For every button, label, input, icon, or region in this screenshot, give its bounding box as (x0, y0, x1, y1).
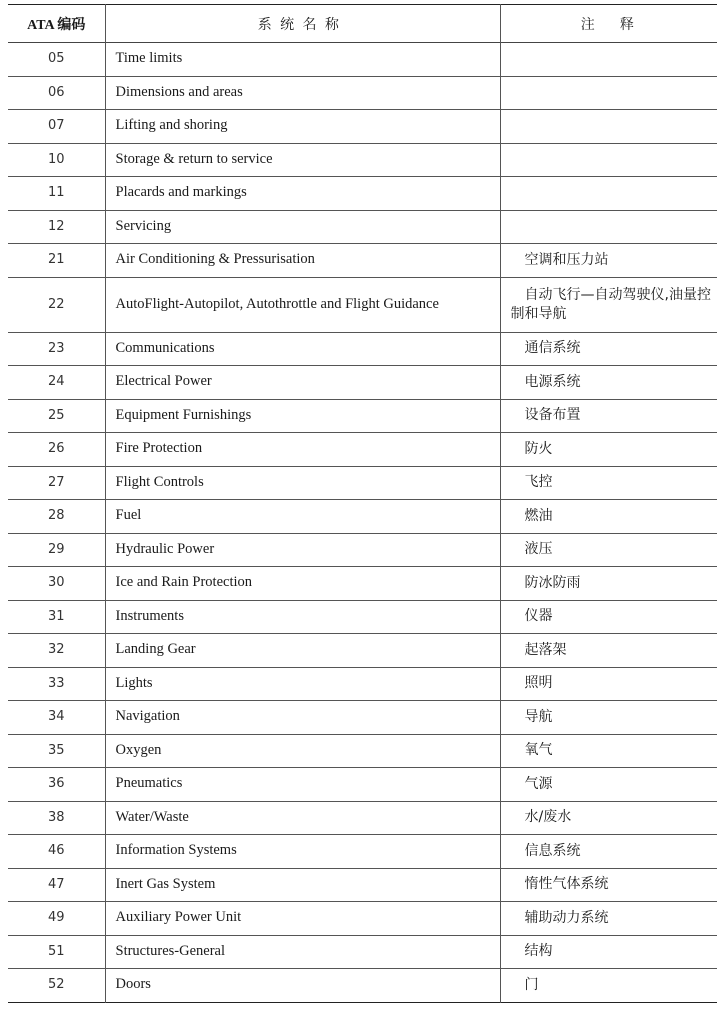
table-row (8, 366, 717, 400)
table-row (8, 768, 717, 802)
ata-code-cell: 27 (47, 474, 65, 490)
table-row (8, 332, 717, 366)
note-cell (500, 43, 717, 77)
system-name-cell: Lifting and shoring (105, 110, 500, 144)
system-name-cell: Pneumatics (105, 768, 500, 802)
note-cell: 水/废水 (500, 801, 717, 835)
ata-code-cell: 29 (47, 541, 65, 557)
table-row (8, 399, 717, 433)
ata-code-cell: 34 (47, 709, 65, 725)
system-name-cell: Landing Gear (105, 634, 500, 668)
note-cell: 辅助动力系统 (500, 902, 717, 936)
system-name-cell: Navigation (105, 701, 500, 735)
ata-code-cell: 52 (47, 977, 65, 993)
ata-code-cell: 47 (47, 876, 65, 892)
ata-chapter-table (8, 4, 717, 1003)
note-cell (500, 110, 717, 144)
system-name-cell: Storage & return to service (105, 143, 500, 177)
table-row (8, 567, 717, 601)
table-row (8, 701, 717, 735)
note-cell: 液压 (500, 533, 717, 567)
note-cell: 结构 (500, 935, 717, 969)
system-name-cell: Electrical Power (105, 366, 500, 400)
header-ata-code: ATA 编码 (27, 17, 86, 33)
table-row (8, 177, 717, 211)
table-row (8, 433, 717, 467)
table-row (8, 277, 717, 332)
system-name-cell: Flight Controls (105, 466, 500, 500)
ata-code-cell: 10 (47, 151, 65, 167)
note-cell (500, 143, 717, 177)
note-cell: 电源系统 (500, 366, 717, 400)
table-row (8, 244, 717, 278)
system-name-cell: Time limits (105, 43, 500, 77)
note-cell: 信息系统 (500, 835, 717, 869)
note-cell: 照明 (500, 667, 717, 701)
table-header (8, 5, 717, 43)
table-row (8, 801, 717, 835)
system-name-cell: Ice and Rain Protection (105, 567, 500, 601)
ata-code-cell: 51 (47, 943, 65, 959)
system-name-cell: Inert Gas System (105, 868, 500, 902)
system-name-cell: Communications (105, 332, 500, 366)
system-name-cell: Information Systems (105, 835, 500, 869)
note-cell: 自动飞行—自动驾驶仪,油量控制和导航 (500, 277, 717, 332)
system-name-cell: Water/Waste (105, 801, 500, 835)
table-row (8, 734, 717, 768)
table-row (8, 634, 717, 668)
ata-code-cell: 07 (47, 118, 65, 134)
system-name-cell: Servicing (105, 210, 500, 244)
table-row (8, 935, 717, 969)
note-cell (500, 210, 717, 244)
system-name-cell: Auxiliary Power Unit (105, 902, 500, 936)
note-cell (500, 177, 717, 211)
ata-code-cell: 46 (47, 843, 65, 859)
header-note: 注释 (500, 5, 717, 43)
ata-code-cell: 28 (47, 508, 65, 524)
note-cell: 门 (500, 969, 717, 1003)
header-system-name: 系统名称 (105, 5, 500, 43)
table-row (8, 110, 717, 144)
ata-code-cell: 25 (47, 407, 65, 423)
table-row (8, 969, 717, 1003)
table-row (8, 76, 717, 110)
ata-code-cell: 33 (47, 675, 65, 691)
system-name-cell: Instruments (105, 600, 500, 634)
ata-code-cell: 12 (47, 218, 65, 234)
ata-code-cell: 36 (47, 776, 65, 792)
system-name-cell: AutoFlight-Autopilot, Autothrottle and Flight Guidance (105, 277, 500, 332)
ata-code-cell: 11 (47, 185, 65, 201)
system-name-cell: Placards and markings (105, 177, 500, 211)
note-cell: 仪器 (500, 600, 717, 634)
ata-code-cell: 22 (47, 296, 65, 312)
ata-code-cell: 05 (47, 51, 65, 67)
table-row (8, 902, 717, 936)
table-row (8, 210, 717, 244)
ata-code-cell: 32 (47, 642, 65, 658)
table-row (8, 533, 717, 567)
note-cell: 设备布置 (500, 399, 717, 433)
note-cell: 氧气 (500, 734, 717, 768)
note-cell: 防火 (500, 433, 717, 467)
header-row (8, 5, 717, 43)
ata-code-cell: 31 (47, 608, 65, 624)
note-cell: 起落架 (500, 634, 717, 668)
note-cell: 空调和压力站 (500, 244, 717, 278)
note-cell: 惰性气体系统 (500, 868, 717, 902)
ata-code-cell: 35 (47, 742, 65, 758)
table-row (8, 466, 717, 500)
system-name-cell: Air Conditioning & Pressurisation (105, 244, 500, 278)
system-name-cell: Dimensions and areas (105, 76, 500, 110)
ata-code-cell: 21 (47, 252, 65, 268)
ata-code-cell: 26 (47, 441, 65, 457)
table-row (8, 868, 717, 902)
system-name-cell: Hydraulic Power (105, 533, 500, 567)
system-name-cell: Structures-General (105, 935, 500, 969)
table-row (8, 43, 717, 77)
note-cell: 飞控 (500, 466, 717, 500)
system-name-cell: Lights (105, 667, 500, 701)
system-name-cell: Fire Protection (105, 433, 500, 467)
note-cell: 通信系统 (500, 332, 717, 366)
system-name-cell: Oxygen (105, 734, 500, 768)
system-name-cell: Doors (105, 969, 500, 1003)
ata-code-cell: 30 (47, 575, 65, 591)
table-row (8, 600, 717, 634)
ata-code-cell: 49 (47, 910, 65, 926)
system-name-cell: Equipment Furnishings (105, 399, 500, 433)
note-cell: 气源 (500, 768, 717, 802)
table-row (8, 500, 717, 534)
note-cell: 导航 (500, 701, 717, 735)
ata-code-cell: 23 (47, 340, 65, 356)
note-cell (500, 76, 717, 110)
table-row (8, 143, 717, 177)
ata-code-cell: 38 (47, 809, 65, 825)
ata-code-cell: 24 (47, 374, 65, 390)
table-row (8, 667, 717, 701)
note-cell: 燃油 (500, 500, 717, 534)
table-row (8, 835, 717, 869)
system-name-cell: Fuel (105, 500, 500, 534)
note-cell: 防冰防雨 (500, 567, 717, 601)
ata-code-cell: 06 (47, 84, 65, 100)
table-body (8, 43, 717, 1003)
